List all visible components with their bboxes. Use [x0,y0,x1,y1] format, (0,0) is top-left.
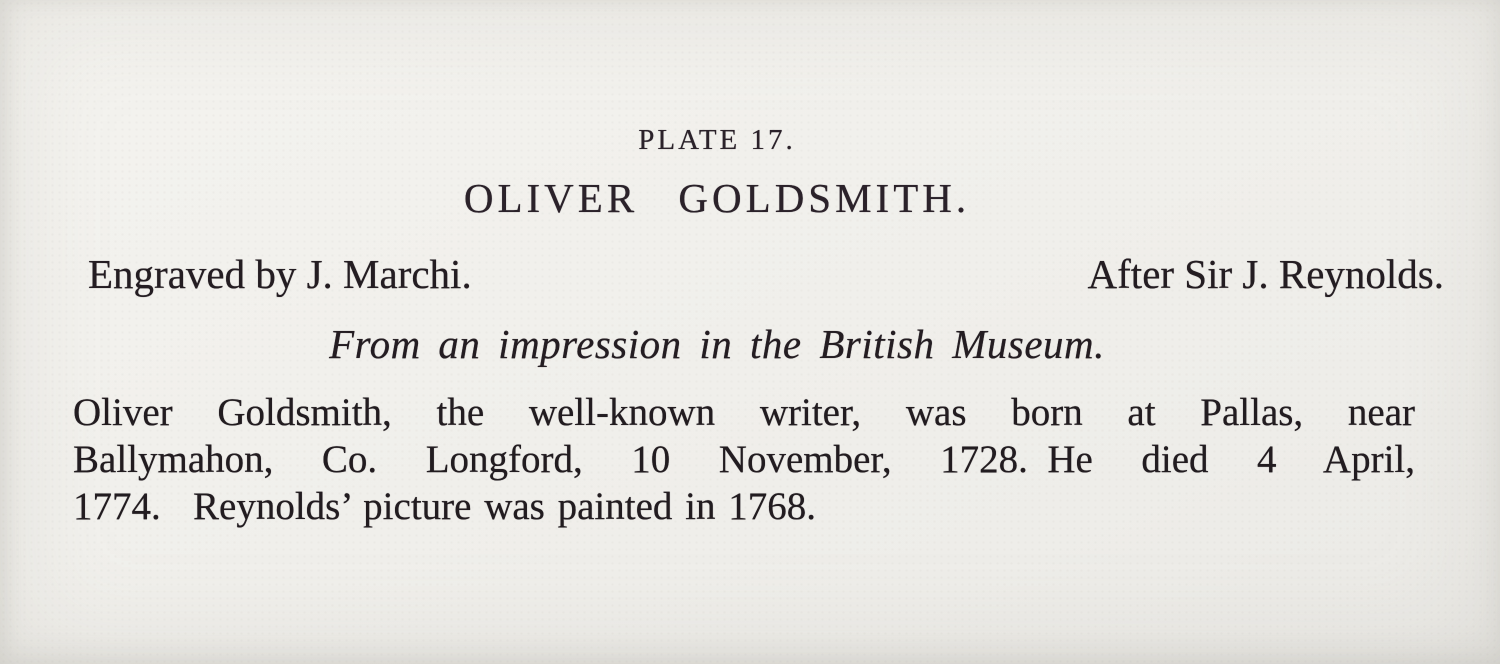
biography-paragraph [73,389,1415,530]
plate-number: PLATE 17. [638,124,796,156]
biography-line-2: Ballymahon, Co. Longford, 10 November, 1728. He died 4 April, [73,438,1415,481]
provenance-note: From an impression in the British Museum. [329,321,1105,367]
portrait-title: OLIVER GOLDSMITH. [463,175,971,221]
biography-line-3: 1774. Reynolds’ picture was painted in 1768. [73,485,816,528]
painter-credit: After Sir J. Reynolds. [1087,251,1444,297]
engraver-credit: Engraved by J. Marchi. [88,251,472,297]
credits-row [88,250,1444,298]
biography-line-1: Oliver Goldsmith, the well-known writer, was born at Pallas, near [73,391,1415,434]
